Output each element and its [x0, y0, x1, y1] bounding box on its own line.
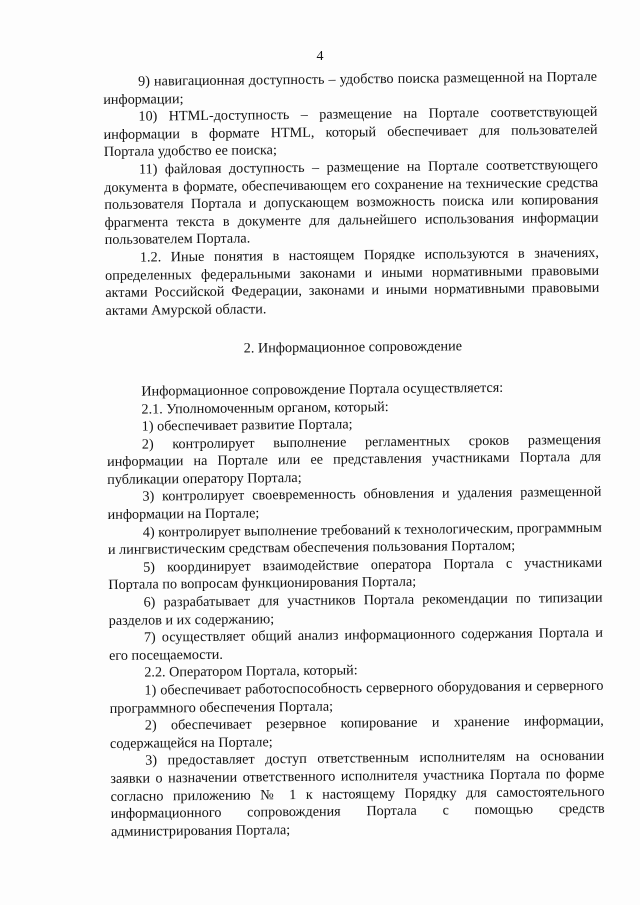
list-item: 2) контролирует выполнение регламентных сроков размещения информации на Портале или ее представления участниками Портала для публикации оператору Портала;	[106, 431, 602, 488]
list-item: 7) осуществляет общий анализ информационного содержания Портала и его посещаемости.	[109, 625, 603, 664]
page-number: 4	[316, 49, 324, 64]
list-item: 2) обеспечивает резервное копирование и хранение информации, содержащейся на Портале;	[109, 712, 604, 752]
document-body	[103, 69, 605, 841]
section-heading: 2. Информационное сопровождение	[243, 338, 463, 357]
paragraph-navigation-accessibility: 9) навигационная доступность – удобство поиска размещенной на Портале информации;	[103, 68, 598, 108]
list-item: 5) координирует взаимодействие оператора Портала с участниками Портала по вопросам функционирования Портала;	[108, 554, 603, 594]
list-item: 1) обеспечивает работоспособность серверного оборудования и серверного программного обеспечения Портала;	[109, 677, 604, 717]
paragraph-2-1: 2.1. Уполномоченным органом, который:	[141, 398, 389, 418]
paragraph-html-accessibility: 10) HTML-доступность – размещение на Портале соответствующей информации в формате HTML, который обеспечивает для пользователей Портала удобство ее поиска;	[103, 104, 598, 161]
list-item: 1) обеспечивает развитие Портала;	[141, 416, 353, 435]
paragraph-file-accessibility: 11) файловая доступность – размещение на Портале соответствующего документа в формате, обеспечивающем его сохранение на технические средства пользователя Портала и допускающем возможность поиска или копирования фрагмента текста в документе для дальнейшего использования информации пользователем Портала.	[104, 156, 599, 249]
list-item: 6) разрабатывает для участников Портала рекомендации по типизации разделов и их содержанию;	[108, 589, 603, 629]
list-item: 4) контролирует выполнение требований к технологическим, программным и лингвистическим средствам обеспечения пользования Порталом;	[107, 519, 602, 559]
paragraph-other-terms: 1.2. Иные понятия в настоящем Порядке используются в значениях, определенных федеральными законами и иными нормативными правовыми актами Российской Федерации, законами и иными нормативными правовыми актами Амурской области.	[105, 244, 600, 319]
list-item: 3) предоставляет доступ ответственным исполнителям на основании заявки о назначении ответственного исполнителя участника Портала по форме согласно приложению № 1 к настоящему Порядку для самостоятельного информационного сопровождения Портала с помощью средств администрирования Портала;	[110, 748, 605, 840]
list-item: 3) контролирует своевременность обновления и удаления размещенной информации на Портале;	[107, 484, 602, 524]
paragraph-2-2: 2.2. Оператором Портала, который:	[144, 662, 358, 682]
paragraph-intro: Информационное сопровождение Портала осуществляется:	[141, 379, 504, 400]
